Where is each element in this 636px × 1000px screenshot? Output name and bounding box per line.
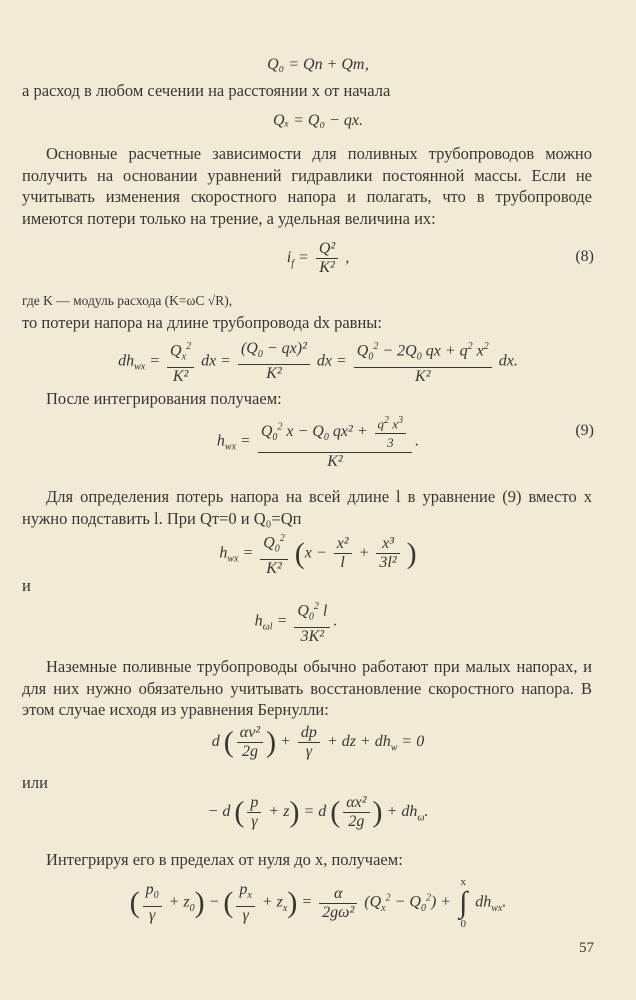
equation-bernoulli: d ( $\frac{\text{αv²}}{2g}$ ) + $\frac{dp}{\gamma}$ + dz + $dh_w = 0$ [211, 724, 425, 760]
eq8-denominator: K² [319, 259, 335, 276]
equation-qx: Qₓ = Q₀ − qx. [273, 112, 363, 129]
word-and: и [22, 576, 31, 595]
equation-final: ( $\frac{p_0}{\gamma}$ + $z_0$) − ( $\frac{p_x}{\gamma}$ + $z_x$) = $\frac{\alpha}{\text{2gω²}}$ $(Q_x^2 - Q_0^2)$ + x ∫ 0 $dh_{wx}$. [129, 876, 507, 930]
eq8-sub: f [291, 258, 295, 270]
paragraph-ground: Наземные поливные трубопроводы обычно работают при малых напорах, и для них нужно обязательно учитывать восстановление скоростного напора. В этом случае исходя из уравнения Бернулли: [22, 657, 592, 719]
equation-hwl: $h_{\omega l}$ = $\frac{Q_0^2 l}{\text{3K²}}$ . [0, 598, 614, 646]
equation-dh: $dh_{wx}$ = $\frac{Q_x^2}{\text{K²}}$ dx = $\frac{(Q_0 - qx)^2}{\text{K²}}$ dx = $\frac{Q_0^2 - 2Q_0 qx + q^2 x^2}{\text{K²}}$ dx. [0, 338, 636, 386]
page-number: 57 [579, 940, 594, 956]
eq8-lhs: i [286, 249, 292, 267]
paragraph-consumption: а расход в любом сечении на расстоянии x от начала [22, 81, 391, 100]
paragraph-integrating: Интегрируя его в пределах от нуля до x, получаем: [46, 850, 403, 869]
paragraph-losses: то потери напора на длине трубопровода dx равны: [22, 313, 382, 332]
eq8-fraction [316, 240, 338, 277]
paragraph-intro: Основные расчетные зависимости для поливных трубопроводов можно получить на основании уравнений гидравлики постоянной массы. Если не учитывать изменения скоростного напора и полагать, что в трубопроводе имеются потери только на трение, а удельная величина их: [22, 144, 592, 228]
equation-hwx: $h_{wx}$ = $\frac{Q_0^2}{\text{K²}}$ (x − $\frac{\text{x²}}{l}$ + $\frac{\text{x³}}{\text{3l²}}$ ) [0, 530, 636, 578]
paragraph-where: где K — модуль расхода (K=ωC √R), [22, 293, 233, 308]
paragraph-after-integration: После интегрирования получаем: [46, 389, 282, 408]
equation-8-number: (8) [575, 248, 594, 265]
equation-9-number: (9) [575, 422, 594, 439]
equation-8: $i_f$ = $\frac{\text{Q²}}{\text{K²}}$ , [286, 240, 350, 276]
word-or: или [22, 773, 48, 792]
equation-9: $h_{wx}$ = $Q_0^2$ $x - Q_0$ qx² + $\frac{q^2 x^3}{3}$ K² . [0, 412, 636, 471]
eq8-numerator: Q² [316, 240, 338, 259]
paragraph-total-losses: Для определения потерь напора на всей длине l в уравнение (9) вместо x нужно подставить l. При Qт=0 и Q₀=Qп [22, 487, 592, 528]
equation-q0: Q₀ = Qп + Qт, [267, 56, 369, 73]
equation-bernoulli-alt: − d ( $\frac{p}{\gamma}$ + z) = d ( $\frac{\text{αx²}}{2g}$ ) + $dh_\omega$. [207, 794, 429, 830]
